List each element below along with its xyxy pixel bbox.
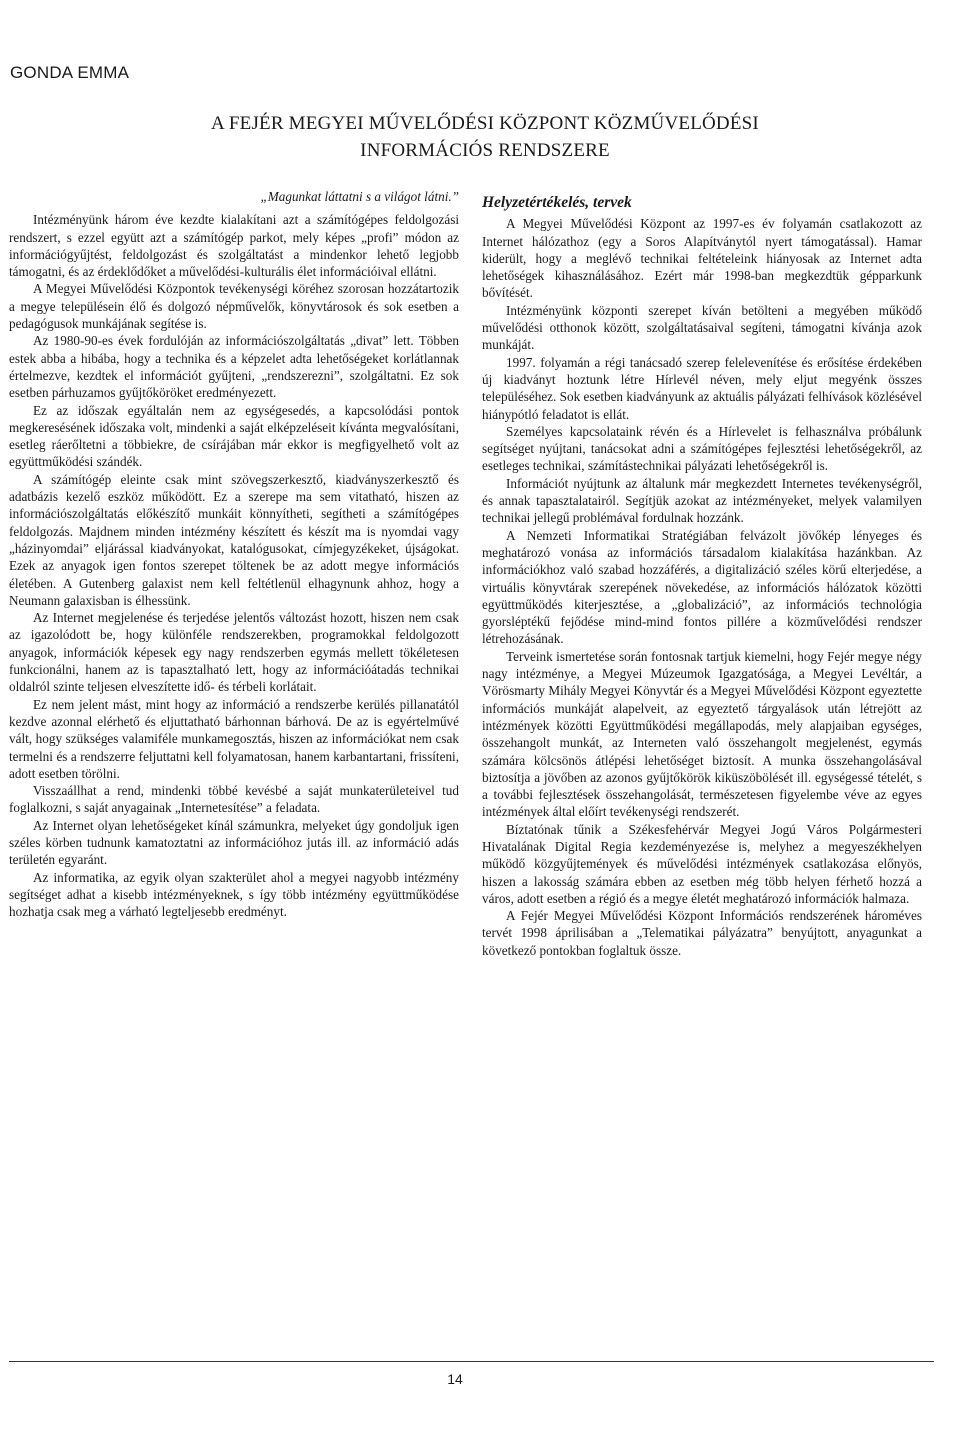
right-column bbox=[482, 194, 922, 959]
paragraph: Információt nyújtunk az általunk már megkezdett Internetes tevékenységről, és annak tapasztalatairól. Segítjük azokat az intézményeket, melyek valamilyen technikai jellegű problémával fordulnak hozzánk. bbox=[482, 475, 922, 526]
author-name: GONDA EMMA bbox=[10, 63, 130, 82]
motto-quote: „Magunkat láttatni s a világot látni.” bbox=[260, 189, 459, 204]
paragraph: A Megyei Művelődési Központ az 1997-es év folyamán csatlakozott az Internet hálózathoz (egy a Soros Alapítványtól nyert támogatással). Hamar kiderült, hogy a meglévő technikai feltételeink hiányosak az Internet adta lehetőségek kihasználásához. Ezért már 1998-ban megkezdtük gépparkunk bővítését. bbox=[482, 216, 922, 301]
paragraph: Bíztatónak tűnik a Székesfehérvár Megyei Jogú Város Polgármesteri Hivatalának Digital Regia kezdeményezése is, melyhez a megyeszékhelyen működő közgyűjtemények és művelődési intézmények csatlakozása előnyös, hiszen a lakosság számára ebben az esetben még több helyen férhető hozzá a város, adott esetben a régió és a megye életét meghatározó információk halmaza. bbox=[482, 821, 922, 906]
paragraph: Intézményünk három éve kezdte kialakítani azt a számítógépes feldolgozási rendszert, s ezzel együtt azt a számítógép parkot, mely képes „profi” módon az információgyűjtést, feldolgozást és szolgáltatást a mindenkor lehető legjobb támogatni, és az érdeklődőket a művelődési-kulturális élet információival ellátni. bbox=[9, 212, 459, 280]
paragraph: Az 1980-90-es évek fordulóján az információszolgáltatás „divat” lett. Többen estek abba a hibába, hogy a technika és a képzelet adta lehetőségeket korlátlannak értelmezve, kezdtek el információt gyűjteni, „rendszerezni”, szolgáltatni. Ez sok esetben párhuzamos gyűjtőköröket eredményezett. bbox=[9, 333, 459, 401]
paragraph: Az informatika, az egyik olyan szakterület ahol a megyei nagyobb intézmény segítséget adhat a kisebb intézményeknek, s így több intézmény együttműködése hozhatja csak meg a várható legteljesebb eredményt. bbox=[9, 869, 459, 920]
paragraph: Terveink ismertetése során fontosnak tartjuk kiemelni, hogy Fejér megye négy nagy intézménye, a Megyei Múzeumok Igazgatósága, a Megyei Levéltár, a Vörösmarty Mihály Megyei Könyvtár és a Megyei Művelődési Központ egyeztette információs munkáját alapelveit, az egyeztető tárgyalások után létrejött az intézmények közötti Együttműködési megállapodás, mely alapjaiban egységes, összehangolt munkát, az Interneten való összehangolt megjelenést, egymás számára kölcsönös átlépési lehetőséget biztosít. A munka összehangolásával biztosítja a jövőben az azonos gyűjtőkörök kiküszöbölését ill. egységessé tételét, s a további fejlesztések összehangolását, természetesen figyelembe véve az egyes intézmények által előírt tevékenységi rendszerét. bbox=[482, 648, 922, 820]
right-paragraphs bbox=[482, 215, 922, 959]
footer-rule bbox=[9, 1361, 934, 1362]
paragraph: Az Internet olyan lehetőségeket kínál számunkra, melyeket úgy gondoljuk igen széles körben tudnunk kamatoztatni az információhoz jutás ill. az információ adás területén egyaránt. bbox=[9, 817, 459, 868]
paragraph: Ez az időszak egyáltalán nem az egységesedés, a kapcsolódási pontok megkeresésének időszaka volt, mindenki a saját elképzeléseit kívánta megvalósítani, esetleg ráerőltetni a többiekre, de csírájában már ekkor is megfigyelhető volt az együttműködési szándék. bbox=[9, 402, 459, 470]
page-number: 14 bbox=[447, 1371, 463, 1387]
paragraph: Személyes kapcsolataink révén és a Hírlevelet is felhasználva próbálunk segítséget nyújtani, tanácsokat adni a számítógépes fejlesztési lehetőségekről, az esetleges technikai, számítástechnikai pályázati lehetőségekről is. bbox=[482, 423, 922, 474]
paragraph: A Megyei Művelődési Központok tevékenységi köréhez szorosan hozzátartozik a megye településein élő és dolgozó népművelők, könyvtárosok és sok esetben a pedagógusok munkájának segítése is. bbox=[9, 281, 459, 332]
paragraph: A Nemzeti Informatikai Stratégiában felvázolt jövőkép lényeges és meghatározó vonása az információs társadalom kialakítása hazánkban. Az információkhoz való szabad hozzáférés, a digitalizáció széles körű elterjedése, a virtuális könyvtárak szerepének növekedése, az információs hálózatok közötti együttműködés kiterjesztése, a „globalizáció”, az információs technológia gyorsléptékű fejődése mind-mind fontos pillére a közművelődési rendszer létrehozásának. bbox=[482, 527, 922, 647]
section-heading: Helyzetértékelés, tervek bbox=[482, 194, 632, 211]
paragraph: Az Internet megjelenése és terjedése jelentős változást hozott, hiszen nem csak az igazolódott be, hogy különféle rendszerekben, programokkal feldolgozott anyagok, információk képesek egy nagy rendszerben egymás mellett tökéletesen funkcionálni, hanem az is tapasztalható lett, hogy az információátadás technikai oldalról szinte teljesen elveszítette idő- és térbeli korlátait. bbox=[9, 610, 459, 695]
paragraph: A számítógép eleinte csak mint szövegszerkesztő, kiadványszerkesztő és adatbázis kezelő eszköz működött. Ez a szerepe ma sem vitatható, hiszen az információszolgáltatás előkészítő munkáit könnyítheti, segítheti a számítógépes feldolgozás. Majdnem minden intézmény készített és készít ma is nyomdai vagy „házinyomdai” eljárással kiadványokat, katalógusokat, címjegyzékeket, újságokat. Ezek az anyagok igen fontos szerepet töltenek be az adott megye információs életében. A Gutenberg galaxist nem kell feltétlenül elhagynunk ahhoz, hogy a Neumann galaxisban is élhessünk. bbox=[9, 471, 459, 608]
article-title-line1: A FEJÉR MEGYEI MŰVELŐDÉSI KÖZPONT KÖZMŰVELŐDÉSI bbox=[211, 113, 759, 134]
left-paragraphs bbox=[9, 211, 459, 920]
paragraph: Ez nem jelent mást, mint hogy az információ a rendszerbe kerülés pillanatától kezdve azonnal elérhető és eljuttatható bárhonnan bárhová. De az is egyértelművé vált, hogy szükséges valamiféle munkamegosztás, hiszen az információkat nem csak termelni és a rendszerre feljuttatni kell folyamatosan, hanem karbantartani, frissíteni, adott esetben törölni. bbox=[9, 696, 459, 781]
paragraph: A Fejér Megyei Művelődési Központ Információs rendszerének hároméves tervét 1998 áprilisában a „Telematikai pályázatra” benyújtott, anyagunkat a következő pontokban foglaltuk össze. bbox=[482, 908, 922, 958]
article-title-line2: INFORMÁCIÓS RENDSZERE bbox=[360, 140, 610, 161]
paragraph: Visszaállhat a rend, mindenki többé kevésbé a saját munkaterületeivel tud foglalkozni, s saját anyagainak „Internetesítése” a feladata. bbox=[9, 783, 459, 816]
left-column bbox=[9, 189, 459, 920]
paragraph: 1997. folyamán a régi tanácsadó szerep felelevenítése és erősítése érdekében új kiadványt hoztunk létre Hírlevél néven, mely eljut megyénk összes településéhez. Sok esetben kiadványunk az aktuális pályázati felhívások közlésével hiánypótló feladatot is ellát. bbox=[482, 354, 922, 422]
paragraph: Intézményünk központi szerepet kíván betölteni a megyében működő művelődési otthonok között, szolgáltatásaival segíteni, támogatni kívánja azok munkáját. bbox=[482, 302, 922, 353]
